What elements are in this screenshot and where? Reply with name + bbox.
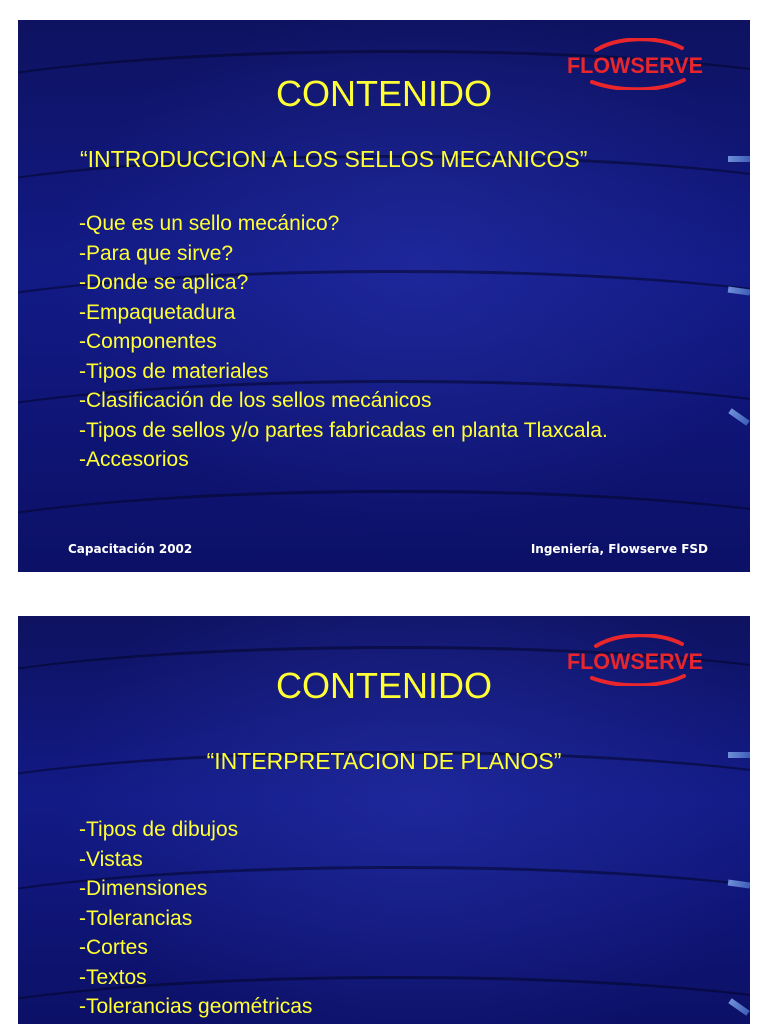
slide-title: CONTENIDO <box>276 665 492 706</box>
list-item: -Clasificación de los sellos mecánicos <box>79 389 432 412</box>
list-item: -Vistas <box>79 847 143 871</box>
slide-title: CONTENIDO <box>276 73 492 114</box>
footer-left: Capacitación 2002 <box>68 542 193 556</box>
slide-subtitle: “INTERPRETACION DE PLANOS” <box>206 748 562 774</box>
logo-text: FLOWSERVE <box>567 53 703 78</box>
edge-accent <box>728 879 750 888</box>
list-item: -Empaquetadura <box>79 300 236 324</box>
slide-2 <box>18 616 750 1024</box>
list-item: -Tolerancias <box>79 906 193 930</box>
list-item: -Componentes <box>79 330 217 353</box>
footer-right: Ingeniería, Flowserve FSD <box>530 542 708 556</box>
list-item: -Tolerancias geométricas <box>79 995 313 1018</box>
list-item: -Textos <box>79 965 147 989</box>
list-item: -Que es un sello mecánico? <box>79 212 340 235</box>
edge-accent <box>728 286 750 295</box>
slide-subtitle: “INTRODUCCION A LOS SELLOS MECANICOS” <box>80 146 588 172</box>
list-item: -Tipos de materiales <box>79 359 269 383</box>
topic-list <box>79 209 608 475</box>
logo-text: FLOWSERVE <box>567 649 703 674</box>
edge-accent <box>728 408 749 426</box>
edge-accent <box>728 156 750 162</box>
list-item: -Para que sirve? <box>79 241 234 265</box>
list-item: -Dimensiones <box>79 877 208 900</box>
topic-list <box>79 815 312 1022</box>
edge-accent <box>728 998 749 1016</box>
list-item: -Cortes <box>79 936 148 959</box>
list-item: -Accesorios <box>79 448 189 471</box>
slide-1 <box>18 20 750 572</box>
list-item: -Tipos de dibujos <box>79 818 239 841</box>
list-item: -Donde se aplica? <box>79 271 249 294</box>
background-swoosh <box>18 490 750 572</box>
list-item: -Tipos de sellos y/o partes fabricadas en planta Tlaxcala. <box>79 418 608 442</box>
